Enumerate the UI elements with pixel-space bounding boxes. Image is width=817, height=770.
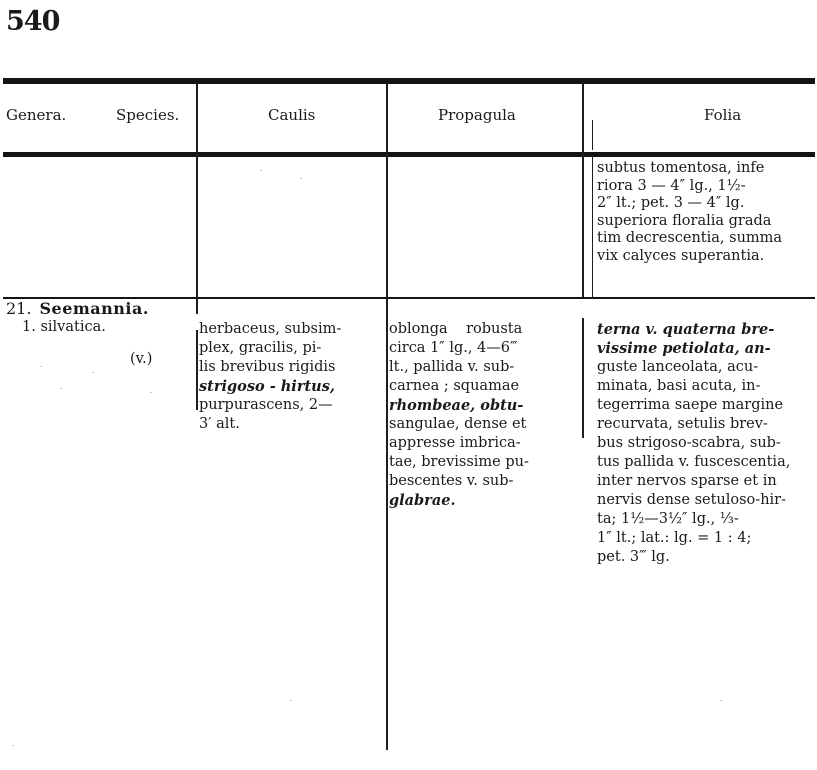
folia-line: guste lanceolata, acu- xyxy=(597,359,759,375)
folia-line: tus pallida v. fuscescentia, xyxy=(597,454,791,470)
propagula-line: tae, brevissime pu- xyxy=(389,454,529,470)
caulis-line: purpurascens, 2— xyxy=(199,397,333,413)
print-speck xyxy=(92,372,94,373)
column-divider-folia-inner-lower xyxy=(592,157,593,297)
propagula-line: glabrae. xyxy=(389,492,456,509)
print-speck xyxy=(60,388,62,389)
caulis-line: herbaceus, subsim- xyxy=(199,321,342,337)
propagula-line: sangulae, dense et xyxy=(389,416,527,432)
propagula-line: circa 1″ lg., 4—6‴ xyxy=(389,340,518,356)
folia-line: vissime petiolata, an- xyxy=(597,340,771,357)
folia-description xyxy=(597,320,813,567)
folia-line: 1″ lt.; lat.: lg. = 1 : 4; xyxy=(597,530,752,546)
propagula-line: rhombeae, obtu- xyxy=(389,397,524,414)
folia-line: inter nervos sparse et in xyxy=(597,473,777,489)
folia-continuation-line: superiora floralia grada xyxy=(597,212,772,229)
propagula-line: lt., pallida v. sub- xyxy=(389,359,515,375)
folia-continuation xyxy=(597,160,813,266)
header-folia: Folia xyxy=(704,106,742,124)
header-caulis: Caulis xyxy=(268,106,316,124)
genus-name: Seemannia. xyxy=(39,299,149,318)
propagula-description xyxy=(389,320,581,510)
caulis-line: plex, gracilis, pi- xyxy=(199,340,322,356)
column-divider-species-lower xyxy=(196,330,198,410)
folia-line: ta; 1½—3½″ lg., ⅓- xyxy=(597,511,739,527)
folia-line: recurvata, setulis brev- xyxy=(597,416,768,432)
species-mark: (v.) xyxy=(130,351,153,367)
print-speck xyxy=(150,392,152,393)
propagula-line: carnea ; squamae xyxy=(389,378,520,394)
folia-continuation-line: 2″ lt.; pet. 3 — 4″ lg. xyxy=(597,195,745,212)
header-genera: Genera. xyxy=(6,106,67,124)
print-speck xyxy=(260,170,262,171)
print-speck xyxy=(40,366,42,367)
folia-line: tegerrima saepe margine xyxy=(597,397,784,413)
column-divider-caulis xyxy=(386,84,388,750)
folia-continuation-line: subtus tomentosa, infe xyxy=(597,160,765,176)
top-rule xyxy=(3,78,815,84)
print-speck xyxy=(290,700,292,701)
column-divider-folia-inner xyxy=(592,120,593,150)
print-speck xyxy=(12,745,14,746)
column-divider-propagula-lower xyxy=(582,318,584,438)
folia-continuation-line: tim decrescentia, summa xyxy=(597,230,783,247)
column-divider-propagula xyxy=(582,84,584,297)
propagula-line: oblonga robusta xyxy=(389,321,523,337)
folia-continuation-line: vix calyces superantia. xyxy=(597,247,765,264)
caulis-line: strigoso - hirtus, xyxy=(199,378,335,395)
genus-number: 21. xyxy=(6,299,32,318)
folia-continuation-line: riora 3 — 4″ lg., 1½- xyxy=(597,177,746,194)
folia-line: terna v. quaterna bre- xyxy=(597,321,775,338)
column-divider-species xyxy=(196,84,198,314)
folia-line: pet. 3‴ lg. xyxy=(597,549,670,565)
folia-line: bus strigoso-scabra, sub- xyxy=(597,435,781,451)
folia-line: minata, basi acuta, in- xyxy=(597,378,761,394)
page-number: 540 xyxy=(6,6,60,37)
header-species: Species. xyxy=(116,106,180,124)
folia-line: nervis dense setuloso-hir- xyxy=(597,492,786,508)
caulis-line: lis brevibus rigidis xyxy=(199,359,336,375)
header-rule xyxy=(3,152,815,157)
genus-heading xyxy=(6,299,149,318)
propagula-line: bescentes v. sub- xyxy=(389,473,514,489)
header-propagula: Propagula xyxy=(438,106,516,124)
caulis-description xyxy=(199,320,385,434)
species-name: 1. silvatica. xyxy=(22,319,106,335)
print-speck xyxy=(300,178,302,179)
print-speck xyxy=(720,700,722,701)
propagula-line: appresse imbrica- xyxy=(389,435,521,451)
caulis-line: 3′ alt. xyxy=(199,416,240,432)
